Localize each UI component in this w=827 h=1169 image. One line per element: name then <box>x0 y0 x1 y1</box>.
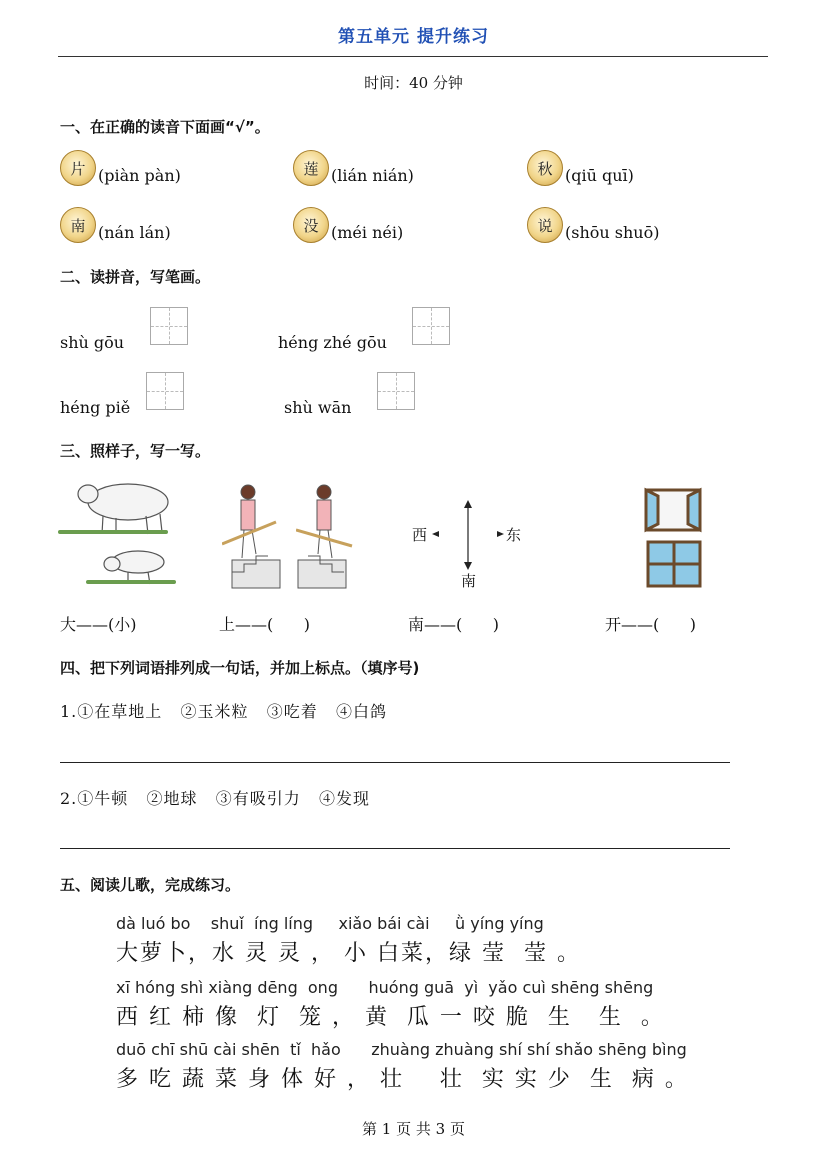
windows-open-closed-illustration <box>640 486 706 590</box>
char-badge: 秋 <box>527 150 563 186</box>
writing-grid[interactable] <box>150 307 188 345</box>
section-1-title: 一、在正确的读音下面画“√”。 <box>60 118 270 136</box>
answer-line-1[interactable] <box>60 762 730 763</box>
antonym-pair[interactable]: 南——( ) <box>408 615 500 634</box>
poem-text-line: 大萝卜，水 灵 灵 ， 小 白菜，绿 莹 莹 。 <box>116 941 581 966</box>
pinyin-option: (lián nián) <box>331 166 414 185</box>
compass-arrows <box>428 500 508 570</box>
char-badge: 南 <box>60 207 96 243</box>
section-3-title: 三、照样子，写一写。 <box>60 442 211 460</box>
compass-south: 南 <box>461 572 477 590</box>
compass-east: 东 <box>506 526 522 544</box>
pinyin-option: (piàn pàn) <box>98 166 181 185</box>
char-badge: 片 <box>60 150 96 186</box>
girl-up-stairs-illustration <box>222 482 282 590</box>
header-divider <box>58 56 768 57</box>
stroke-pinyin: héng zhé gōu <box>278 333 387 352</box>
antonym-pair[interactable]: 上——( ) <box>219 615 311 634</box>
poem-pinyin-line: xī hóng shì xiàng dēng ong huóng guā yì yǎo cuì shēng shēng <box>116 978 654 997</box>
poem-text-line: 多 吃 蔬 菜 身 体 好 ， 壮 壮 实 实 少 生 病 。 <box>116 1067 689 1092</box>
pinyin-option: (nán lán) <box>98 223 171 242</box>
poem-text-line: 西 红 柿 像 灯 笼 ， 黄 瓜 一 咬 脆 生 生 。 <box>116 1005 665 1030</box>
pinyin-option: (qiū quī) <box>565 166 634 185</box>
char-badge: 说 <box>527 207 563 243</box>
pinyin-option: (shōu shuō) <box>565 223 660 242</box>
writing-grid[interactable] <box>412 307 450 345</box>
char-badge: 莲 <box>293 150 329 186</box>
sentence-question-1: 1.①在草地上 ②玉米粒 ③吃着 ④白鸽 <box>60 702 388 721</box>
sentence-question-2: 2.①牛顿 ②地球 ③有吸引力 ④发现 <box>60 789 371 808</box>
pinyin-option: (méi néi) <box>331 223 404 242</box>
page-title: 第五单元 提升练习 <box>338 27 489 47</box>
stroke-pinyin: shù wān <box>284 398 352 417</box>
page-footer: 第 1 页 共 3 页 <box>362 1120 465 1138</box>
answer-line-2[interactable] <box>60 848 730 849</box>
section-5-title: 五、阅读儿歌，完成练习。 <box>60 876 241 894</box>
char-badge: 没 <box>293 207 329 243</box>
stroke-pinyin: héng piě <box>60 398 131 417</box>
big-small-goats-illustration <box>58 476 178 592</box>
poem-pinyin-line: duō chī shū cài shēn tǐ hǎo zhuàng zhuàng shí shí shǎo shēng bìng <box>116 1040 687 1059</box>
antonym-pair: 大——(小) <box>60 615 137 634</box>
compass-west: 西 <box>412 526 428 544</box>
section-2-title: 二、读拼音，写笔画。 <box>60 268 211 286</box>
time-limit: 时间：40 分钟 <box>364 74 463 92</box>
poem-pinyin-line: dà luó bo shuǐ íng líng xiǎo bái cài ǜ yíng yíng <box>116 914 544 933</box>
stroke-pinyin: shù gōu <box>60 333 125 352</box>
girl-down-stairs-illustration <box>296 482 356 590</box>
writing-grid[interactable] <box>377 372 415 410</box>
writing-grid[interactable] <box>146 372 184 410</box>
section-4-title: 四、把下列词语排列成一句话，并加上标点。（填序号) <box>60 659 420 677</box>
antonym-pair[interactable]: 开——( ) <box>605 615 697 634</box>
